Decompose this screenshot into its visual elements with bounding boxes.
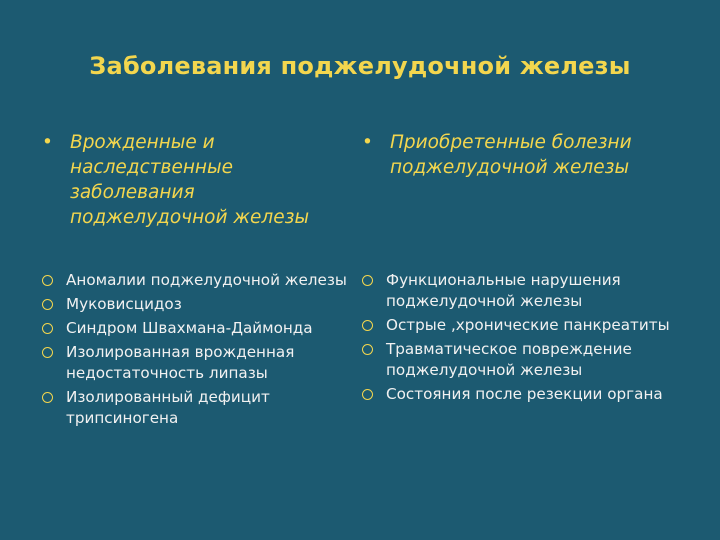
list-item: Синдром Швахмана-Даймонда xyxy=(42,318,351,339)
list-item: Травматическое повреждение поджелудочной железы xyxy=(362,339,671,381)
left-list xyxy=(42,270,351,432)
left-heading xyxy=(42,130,345,230)
ring-bullet-icon xyxy=(42,323,53,334)
list-item: Острые ,хронические панкреатиты xyxy=(362,315,671,336)
round-bullet-icon: • xyxy=(362,132,373,153)
list-item: Изолированная врожденная недостаточность липазы xyxy=(42,342,351,384)
list-item: Состояния после резекции органа xyxy=(362,384,671,405)
list-item: Изолированный дефицит трипсиногена xyxy=(42,387,351,429)
round-bullet-icon: • xyxy=(42,132,53,153)
list-item: Аномалии поджелудочной железы xyxy=(42,270,351,291)
ring-bullet-icon xyxy=(362,389,373,400)
left-heading-text: Врожденные и наследственные заболевания поджелудочной железы xyxy=(70,132,310,228)
ring-bullet-icon xyxy=(42,347,53,358)
ring-bullet-icon xyxy=(42,299,53,310)
ring-bullet-icon xyxy=(362,320,373,331)
list-item: Функциональные нарушения поджелудочной железы xyxy=(362,270,671,312)
slide-title: Заболевания поджелудочной железы xyxy=(89,52,631,80)
right-heading xyxy=(362,130,665,180)
ring-bullet-icon xyxy=(362,344,373,355)
right-list xyxy=(362,270,671,408)
list-item: Муковисцидоз xyxy=(42,294,351,315)
ring-bullet-icon xyxy=(362,275,373,286)
ring-bullet-icon xyxy=(42,275,53,286)
right-heading-text: Приобретенные болезни поджелудочной железы xyxy=(390,132,632,178)
ring-bullet-icon xyxy=(42,392,53,403)
